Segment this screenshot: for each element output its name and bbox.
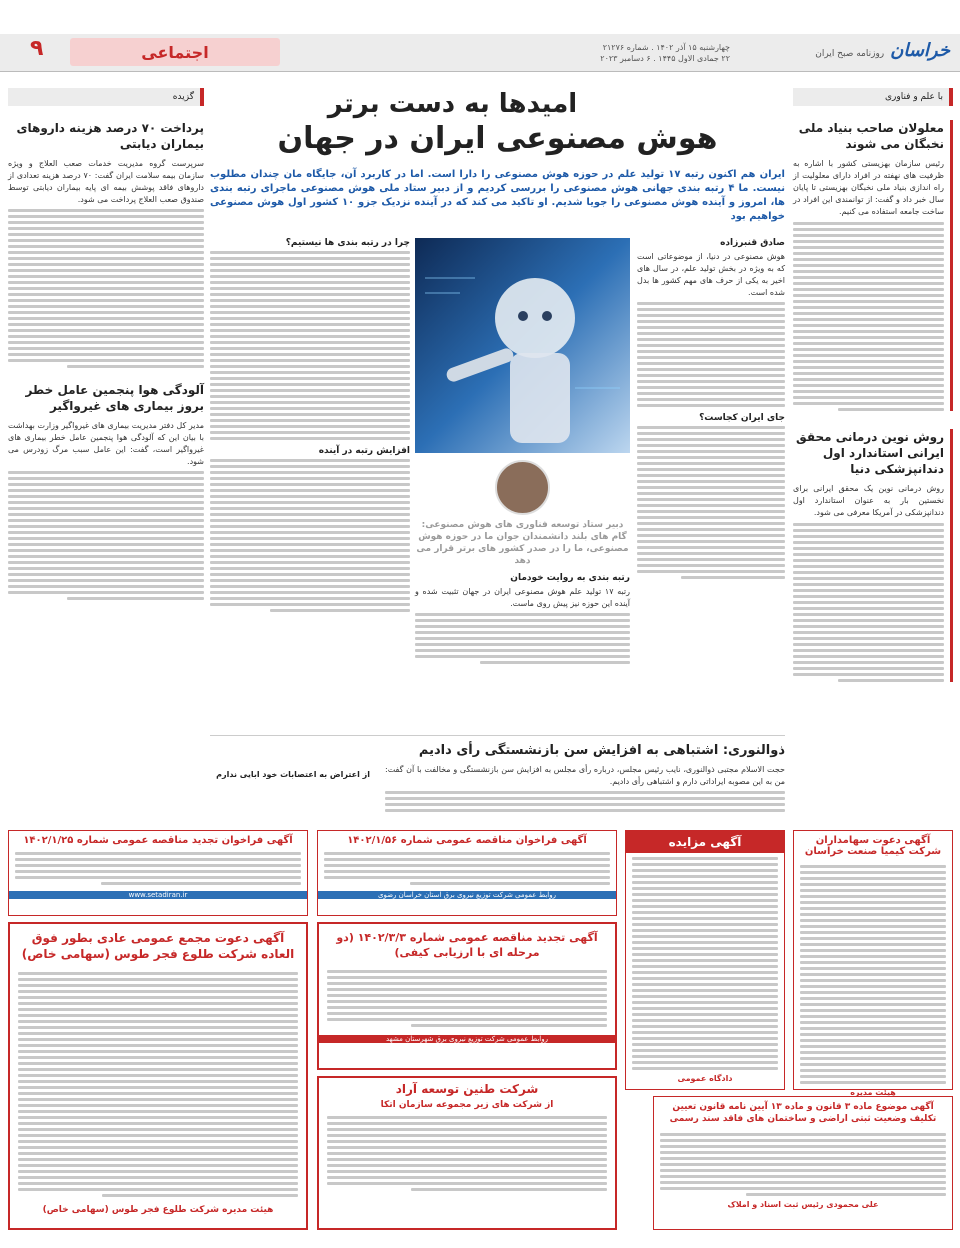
ad-footer: هیئت مدیره شرکت طلوع فجر طوس (سهامی خاص) xyxy=(42,1205,274,1215)
ad-tender-56 xyxy=(317,830,617,916)
main-col-right xyxy=(637,238,785,579)
pull-quote: دبیر ستاد توسعه فناوری های هوش مصنوعی: گام های بلند دانشمندان جوان ما در حوزه هوش مصنوعی، ما را در صدر کشور های برتر قرار می دهد xyxy=(416,520,629,566)
main-headline xyxy=(210,88,785,158)
main-intro: هوش مصنوعی در دنیا، از موضوعاتی است که به ویژه در بخش تولید علم، در سال های اخیر به یکی از حرف های مهم کشور ها بدل شده است. xyxy=(637,252,785,297)
ad-footer: دادگاه عمومی xyxy=(677,1074,733,1083)
ad-title: آگهی دعوت مجمع عمومی عادی بطور فوق العاده شرکت طلوع فجر طوس (سهامی خاص) xyxy=(21,931,295,961)
interview-lines xyxy=(415,613,630,664)
subhead-where-iran: جای ایران کجاست؟ xyxy=(699,413,785,423)
ad-footer: علی محمودی رئیس ثبت اسناد و املاک xyxy=(727,1200,879,1209)
subhead-why-not-ranked: چرا در رتبه بندی ها نیستیم؟ xyxy=(285,238,410,248)
right-story-2 xyxy=(793,429,953,682)
ad-title: آگهی دعوت سهامداران شرکت کیمیا صنعت خراسان xyxy=(804,835,942,857)
ad-title: آگهی فراخوان مناقصه عمومی شماره ۱۴۰۲/۱/۵۶ xyxy=(347,835,587,846)
ad-title: آگهی موضوع ماده ۳ قانون و ماده ۱۳ آیین نامه قانون تعیین تکلیف وضعیت ثبتی اراضی و ساختمان های فاقد سند رسمی xyxy=(669,1102,937,1124)
ad-land-registry xyxy=(653,1096,953,1230)
ad-footer: روابط عمومی شرکت توزیع نیروی برق شهرستان مشهد xyxy=(319,1035,615,1043)
ad-lines xyxy=(654,1129,952,1200)
right-body-1: رئیس سازمان بهزیستی کشور با اشاره به ظرفیت های نهفته در افراد دارای معلولیت از راه اندازی بنیاد ملی نخبگان بهزیستی تا پایان سال خبر داد و گفت: از توانمندی این افراد در ساخت جامعه استفاده می کنیم. xyxy=(793,159,944,216)
main-col-right-lines xyxy=(637,302,785,407)
ad-title: آگهی فراخوان تجدید مناقصه عمومی شماره ۱۴۰۲/۱/۲۵ xyxy=(23,835,293,846)
ad-footer: از شرکت های زیر مجموعه سازمان اتکا xyxy=(380,1100,554,1110)
date-block xyxy=(600,42,730,64)
date-line-1: چهارشنبه ۱۵ آذر ۱۴۰۲ . شماره ۲۱۲۷۶ xyxy=(602,43,730,52)
main-col-left-lines-2 xyxy=(210,459,410,612)
main-byline: صادق قنبرزاده xyxy=(720,238,785,248)
interview-body: رتبه ۱۷ تولید علم هوش مصنوعی ایران در جهان تثبیت شده و آینده این حوزه نیز پیش روی ماست. xyxy=(415,587,630,608)
bottom-story xyxy=(210,735,785,825)
right-kicker: با علم و فناوری xyxy=(793,88,953,106)
date-line-2: ۲۲ جمادی الاول ۱۴۴۵ . ۶ دسامبر ۲۰۲۳ xyxy=(600,54,730,63)
bottom-subhead: از اعتراض به اعتصابات خود ابایی ندارم xyxy=(216,770,370,779)
masthead xyxy=(0,34,960,72)
right-headline-1: معلولان صاحب بنیاد ملی نخبگان می شوند xyxy=(798,121,944,151)
ad-title: آگهی مزایده xyxy=(626,831,784,853)
ad-tender-3-3 xyxy=(317,922,617,1070)
ad-lines xyxy=(794,861,952,1088)
ad-lines xyxy=(10,968,306,1201)
right-column xyxy=(793,88,953,688)
main-lead: ایران هم اکنون رتبه ۱۷ تولید علم در حوزه هوش مصنوعی را دارا است. اما در کاربرد آن، جایگاه مان چندان مطلوب نیست. ما ۴ رتبه بندی جهانی هوش مصنوعی را بررسی کردیم و از دبیر ستاد ملی هوش مصنوعی ماجرای رتبه بندی ها، امروز و آینده هوش مصنوعی را جویا شدیم. او تاکید می کند که در آینده نزدیک جزو ۱۰ کشور اول هوش مصنوعی خواهیم بود xyxy=(210,169,785,222)
paper-logo xyxy=(815,40,950,61)
left-headline-1: پرداخت ۷۰ درصد هزینه داروهای بیماران دیابتی xyxy=(16,121,204,151)
ad-title: شرکت طنین توسعه آراد xyxy=(395,1082,539,1096)
ad-auction xyxy=(625,830,785,1090)
interview-portrait xyxy=(495,460,550,515)
bottom-headline: ذوالنوری: اشتباهی به افزایش سن بازنشستگی رأی دادیم xyxy=(418,743,785,758)
ad-tolou-fajr xyxy=(8,922,308,1230)
left-lines-2 xyxy=(8,471,204,600)
main-headline-line-1: امیدها به دست برتر xyxy=(327,89,578,119)
section-tab xyxy=(70,38,280,66)
ad-lines xyxy=(319,1110,615,1197)
ad-lines xyxy=(318,850,616,887)
ad-footer: روابط عمومی شرکت توزیع نیروی برق استان خراسان رضوی xyxy=(318,891,616,899)
paper-sub: روزنامه صبح ایران xyxy=(815,49,885,59)
main-headline-line-2: هوش مصنوعی ایران در جهان xyxy=(277,121,718,156)
ad-kimia-sanat xyxy=(793,830,953,1097)
left-column xyxy=(8,88,204,688)
right-headline-2: روش نوین درمانی محقق ایرانی استاندارد اول دندانپزشکی دنیا xyxy=(796,430,944,476)
left-body-2: مدیر کل دفتر مدیریت بیماری های غیرواگیر وزارت بهداشت با بیان این که آلودگی هوا پنجمین عامل خطر بیماری های غیرواگیر است، گفت: این عامل سبب مرگ زودرس می شود. xyxy=(8,421,204,466)
left-lines-1 xyxy=(8,209,204,368)
ad-tanin-tose xyxy=(317,1076,617,1230)
subhead-own-ranking: رتبه بندی به روایت خودمان xyxy=(510,573,630,583)
ad-lines xyxy=(626,853,784,1074)
robot-photo xyxy=(415,238,630,453)
ad-footer: هیئت مدیره xyxy=(850,1088,896,1097)
right-text-lines-1 xyxy=(793,222,944,411)
ad-lines xyxy=(9,850,307,887)
page-number: ۹ xyxy=(30,36,44,61)
right-body-2: روش درمانی نوین یک محقق ایرانی برای نخستین بار به عنوان استاندارد اول دندانپزشکی در آمریکا معرفی می شود. xyxy=(793,484,944,517)
main-col-right-lines-2 xyxy=(637,426,785,579)
ad-tender-25 xyxy=(8,830,308,916)
right-text-lines-2 xyxy=(793,523,944,682)
subhead-future-rank: افزایش رتبه در آینده xyxy=(318,446,410,456)
ad-footer: www.setadiran.ir xyxy=(9,891,307,899)
left-kicker: گزیده xyxy=(8,88,204,106)
right-story-1 xyxy=(793,120,953,411)
ad-lines xyxy=(319,966,615,1031)
main-col-left xyxy=(210,238,410,612)
robot-illustration xyxy=(415,238,630,453)
ads-area xyxy=(8,830,953,1235)
paper-name: خراسان xyxy=(890,40,950,61)
section-title: اجتماعی xyxy=(141,42,209,62)
ad-title: آگهی تجدید مناقصه عمومی شماره ۱۴۰۲/۳/۳ (دو مرحله ای با ارزیابی کیفی) xyxy=(336,931,598,959)
main-story xyxy=(210,88,785,688)
interview-block xyxy=(415,460,630,664)
bottom-lines xyxy=(385,791,785,812)
main-col-left-lines xyxy=(210,251,410,440)
left-body-1: سرپرست گروه مدیریت خدمات صعب العلاج و ویژه سازمان بیمه سلامت ایران گفت: ۷۰ درصد هزینه تعدادی از داروهای فاقد پوشش بیمه ای پایه بیماران دیابتی توسط صندوق صعب العلاج پرداخت می شود. xyxy=(8,159,204,204)
left-headline-2: آلودگی هوا پنجمین عامل خطر بروز بیماری های غیرواگیر xyxy=(25,383,204,413)
bottom-body: حجت الاسلام مجتبی ذوالنوری، نایب رئیس مجلس، درباره رأی مجلس به افزایش سن بازنشستگی و مخالفت با آن گفت: من به این مصوبه ایراداتی دارم و اشتباهی رأی دادیم. xyxy=(385,765,785,786)
